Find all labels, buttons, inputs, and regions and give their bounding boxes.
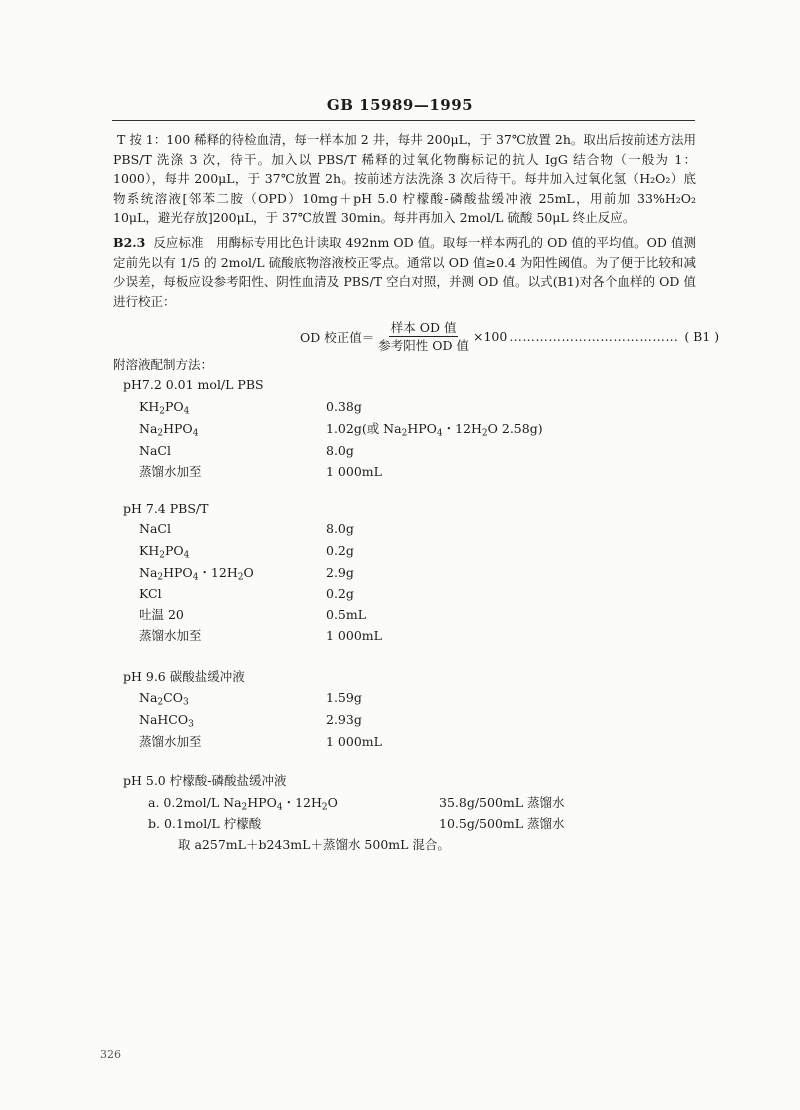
- reagent-name: 蒸馏水加至: [139, 734, 202, 749]
- od-correction-formula: [300, 320, 719, 353]
- component-label: b. 0.1mol/L 柠檬酸: [148, 816, 262, 831]
- formula-numerator: 样本 OD 值: [390, 320, 457, 335]
- reagent-amount: 0.5mL: [326, 607, 367, 622]
- solution-title: pH 7.4 PBS/T: [123, 501, 209, 516]
- reagent-amount: 8.0g: [326, 521, 354, 536]
- appendix-label: 附溶液配制方法：: [113, 357, 214, 372]
- formula-leader-dots: …………………………………: [509, 329, 679, 344]
- reagent-name: KCl: [139, 586, 162, 601]
- reagent-amount: 1.02g(或 $Na_2HPO_4$・$12H_2O$ 2.58g): [326, 421, 543, 439]
- reagent-amount: 1.59g: [326, 690, 362, 705]
- reagent-name: 吐温 20: [139, 607, 184, 622]
- solution-title: pH 5.0 柠檬酸-磷酸盐缓冲液: [123, 773, 287, 788]
- page-number: 326: [100, 1048, 121, 1061]
- reagent-name: 蒸馏水加至: [139, 628, 202, 643]
- reagent-name: NaHCO$_3$: [139, 712, 194, 730]
- solution-title: pH 9.6 碳酸盐缓冲液: [123, 669, 245, 684]
- reagent-amount: 1 000mL: [326, 628, 382, 643]
- procedure-paragraph: T 按 1：100 稀释的待检血清，每一样本加 2 井，每井 200μL，于 37℃放置 2h。取出后按前述方法用 PBS/T 洗涤 3 次，待干。加入以 PBS/T 稀释的过氧化物酶标记的抗人 IgG 结合物（一般为 1：1000），每井 200μL，于 37℃放置 2h。按前述方法洗涤 3 次后待干。每井加入过氧化氢（H₂O₂）底物系统溶液[邻苯二胺（OPD）10mg＋pH 5.0 柠檬酸-磷酸盐缓冲液 25mL，用前加 33%H₂O₂ 10μL，避光存放]200μL，于 37℃放置 30min。每井再加入 2mol/L 硫酸 50μL 终止反应。: [113, 132, 696, 225]
- mixing-note: 取 a257mL＋b243mL＋蒸馏水 500mL 混合。: [178, 837, 450, 852]
- equation-number: ( B1 ): [684, 329, 720, 344]
- formula-factor: ×100: [472, 329, 508, 344]
- reagent-amount: 2.9g: [326, 565, 354, 580]
- component-amount: 35.8g/500mL 蒸馏水: [439, 795, 565, 810]
- reagent-amount: 1 000mL: [326, 464, 382, 479]
- reagent-name: 蒸馏水加至: [139, 464, 202, 479]
- reagent-name: $Na_2CO_3$: [139, 690, 189, 708]
- solution-title: pH7.2 0.01 mol/L PBS: [123, 377, 264, 392]
- reagent-name: $Na_2HPO_4$: [139, 421, 199, 439]
- reagent-name: NaCl: [139, 443, 171, 458]
- component-label: a. 0.2mol/L $Na_2HPO_4$・$12H_2O$: [148, 795, 338, 813]
- reaction-standard-paragraph: [113, 233, 696, 311]
- formula-fraction: [376, 320, 471, 353]
- formula-denominator: 参考阳性 OD 值: [378, 338, 469, 353]
- reagent-name: $KH_2PO_4$: [139, 399, 190, 417]
- reagent-name: $KH_2PO_4$: [139, 543, 190, 561]
- component-amount: 10.5g/500mL 蒸馏水: [439, 816, 565, 831]
- reagent-amount: 0.2g: [326, 543, 354, 558]
- reaction-standard-text: 反应标准 用酶标专用比色计读取 492nm OD 值。取每一样本两孔的 OD 值的平均值。OD 值测定前先以有 1/5 的 2mol/L 硫酸底物溶液校正零点。通常以 OD 值≥0.4 为阳性阈值。为了便于比较和减少误差，每板应设参考阳性、阴性血清及 PBS/T 空白对照，并测 OD 值。以式(B1)对各个血样的 OD 值进行校正：: [113, 235, 696, 309]
- reagent-amount: 0.2g: [326, 586, 354, 601]
- section-number: B2.3: [113, 235, 146, 250]
- reagent-amount: 2.93g: [326, 712, 362, 727]
- reagent-name: NaCl: [139, 521, 171, 536]
- reagent-amount: 1 000mL: [326, 734, 382, 749]
- header-rule: [112, 120, 695, 121]
- reagent-name: $Na_2HPO_4$・$12H_2O$: [139, 565, 254, 583]
- reagent-amount: 8.0g: [326, 443, 354, 458]
- standard-number-header: GB 15989—1995: [326, 96, 474, 114]
- formula-lhs: OD 校正值＝: [300, 329, 375, 345]
- reagent-amount: 0.38g: [326, 399, 362, 414]
